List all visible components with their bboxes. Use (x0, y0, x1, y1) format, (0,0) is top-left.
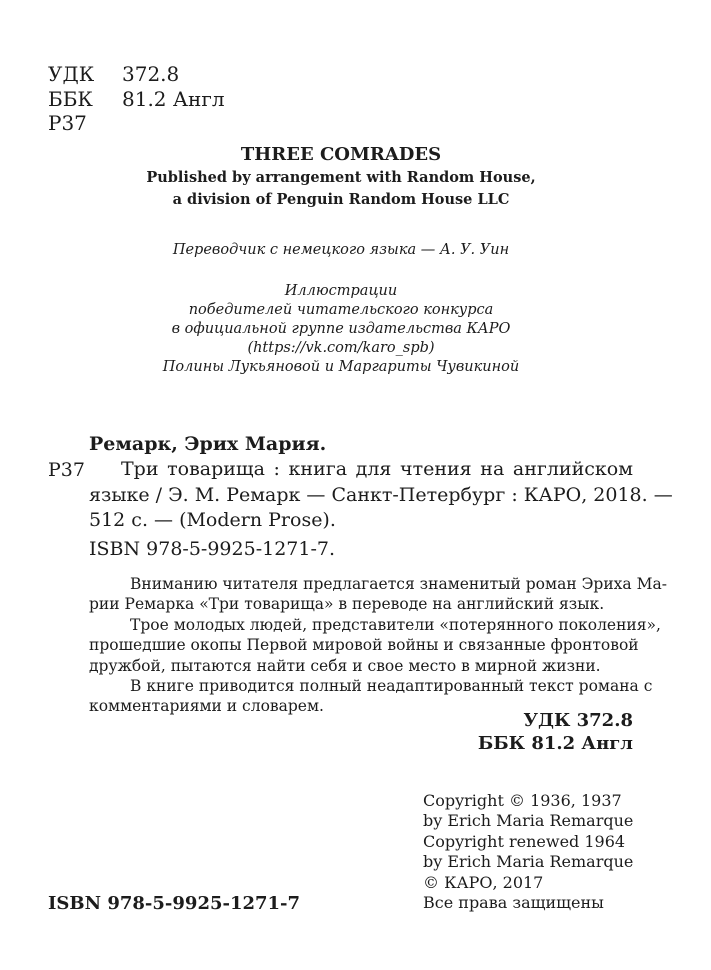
annotation (89, 574, 667, 717)
udk-summary: УДК 372.8 (523, 710, 633, 731)
illustrations-line: в официальной группе издательства КАРО (171, 321, 511, 337)
classification-codes (48, 62, 225, 136)
annotation-line: дружбой, пытаются найти себя и свое место в мирной жизни. (89, 656, 601, 675)
bib-line: 512 с. — (Modern Prose). (89, 509, 336, 531)
bib-line: языке / Э. М. Ремарк — Санкт-Петербург : КАРО, 2018. — (89, 483, 673, 506)
illustrations-link: (https://vk.com/karo_spb) (247, 340, 435, 356)
classification-row-udk (48, 62, 225, 87)
author-heading: Ремарк, Эрих Мария. (89, 433, 327, 455)
illustrations-line: победителей читательского конкурса (188, 302, 494, 318)
isbn-bottom: ISBN 978-5-9925-1271-7 (48, 893, 301, 914)
book-title: THREE COMRADES (240, 144, 442, 165)
annotation-line: комментариями и словарем. (89, 697, 324, 716)
annotation-line: Вниманию читателя предлагается знаменитый роман Эриха Ма- (130, 575, 667, 593)
bbk-value: 81.2 Англ (122, 86, 225, 111)
title-block (0, 143, 682, 211)
isbn-record: ISBN 978-5-9925-1271-7. (89, 538, 336, 560)
annotation-line: В книге приводится полный неадаптированный текст романа с (130, 677, 653, 696)
udk-label: УДК (48, 62, 95, 86)
copyright-line: by Erich Maria Remarque (423, 811, 634, 831)
copyright-line: Copyright renewed 1964 (423, 831, 626, 851)
author-index-code: Р37 (48, 459, 85, 481)
copyright-line: © КАРО, 2017 (423, 872, 544, 892)
copyright-line: Copyright © 1936, 1937 (423, 791, 622, 810)
illustrations-line: Полины Лукьяновой и Маргариты Чувикиной (162, 359, 520, 375)
copyright-block (423, 791, 633, 913)
bbk-label: ББК (48, 86, 93, 111)
publisher-line-2: a division of Penguin Random House LLC (172, 191, 510, 208)
classification-row-author-mark (48, 111, 225, 136)
illustrations-credit (0, 282, 682, 377)
annotation-line: рии Ремарка «Три товарища» в переводе на английский язык. (89, 595, 605, 614)
copyright-line: by Erich Maria Remarque (423, 852, 634, 872)
classification-summary (380, 709, 633, 755)
translator-credit: Переводчик с немецкого языка — А. У. Уин (172, 242, 510, 258)
bibliographic-description (89, 457, 673, 534)
udk-value: 372.8 (122, 62, 180, 86)
bbk-summary: ББК 81.2 Англ (477, 733, 633, 754)
bib-line: Три товарища : книга для чтения на английском (121, 458, 633, 480)
rights-reserved: Все права защищены (423, 893, 604, 913)
publisher-line-1: Published by arrangement with Random House, (146, 169, 536, 186)
author-mark-label: Р37 (48, 111, 87, 135)
classification-row-bbk (48, 87, 225, 112)
illustrations-line: Иллюстрации (284, 283, 398, 299)
annotation-line: прошедшие окопы Первой мировой войны и связанные фронтовой (89, 636, 639, 655)
annotation-line: Трое молодых людей, представители «потерянного поколения», (130, 615, 661, 634)
